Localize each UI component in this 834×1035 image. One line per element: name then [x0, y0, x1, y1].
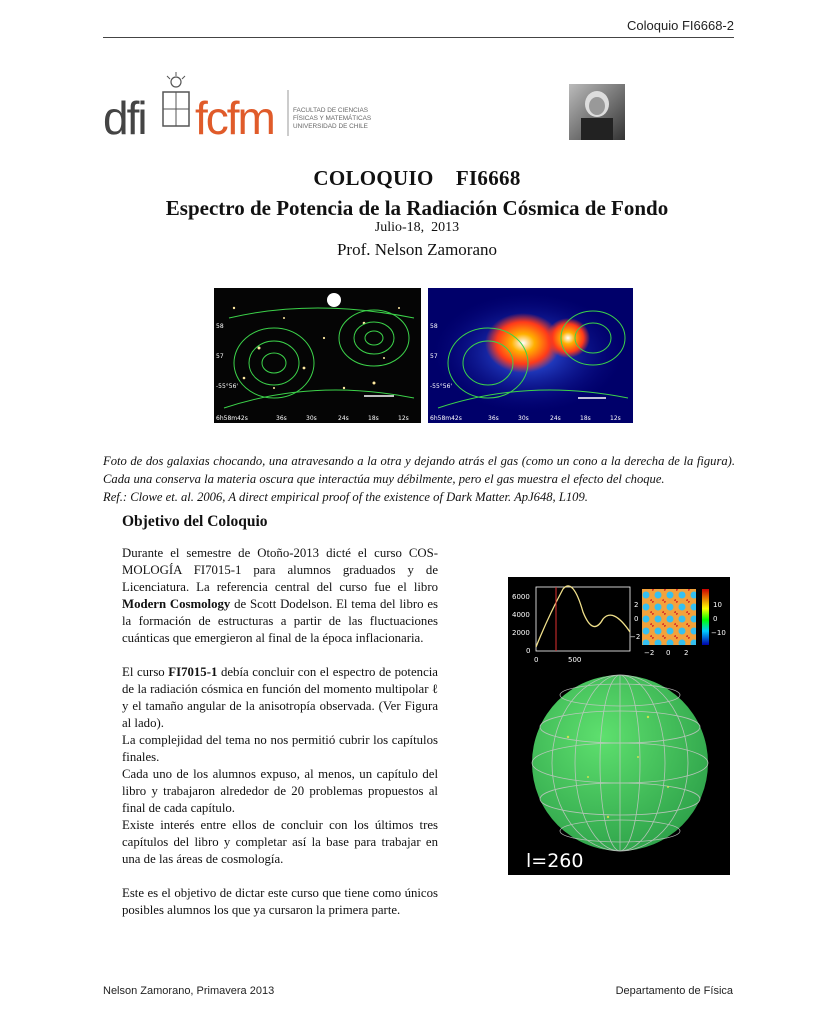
left-image-x-tick-2: 30s [306, 415, 317, 422]
colorbar-tick-0: 10 [713, 601, 722, 609]
left-image-x-tick-4: 18s [368, 415, 379, 422]
logo-faculty-line2: FÍSICAS Y MATEMÁTICAS [293, 115, 372, 122]
page-header-label: Coloquio FI6668-2 [627, 18, 734, 33]
logo-fcfm-text: fcfm [195, 92, 274, 144]
map-y-tick-1: 0 [634, 615, 639, 623]
right-image-x-tick-5: 12s [610, 415, 621, 422]
spectrum-x-tick-1: 500 [568, 656, 582, 664]
left-image-y-tick-0: 58 [216, 323, 224, 330]
map-x-tick-0: −2 [644, 649, 655, 657]
cmb-figure [508, 577, 730, 875]
right-image-x-tick-3: 24s [550, 415, 561, 422]
spectrum-y-tick-2: 2000 [512, 629, 530, 637]
right-image-x-tick-0: 6h58m42s [430, 415, 462, 422]
talk-title: Espectro de Potencia de la Radiación Cósmica de Fondo [165, 196, 669, 220]
temperature-map-inset [642, 589, 696, 645]
caption-text: Foto de dos galaxias chocando, una atravesando a la otra y dejando atrás el gas (como un cono a la derecha de la figura). Cada una conserva la materia oscura que interactúa muy débilmente, pero el gas muestra el efecto del choque. [103, 454, 735, 486]
colorbar-tick-2: −10 [711, 629, 726, 637]
logo-dfi-text: dfi [103, 92, 146, 144]
right-image-y-tick-1: 57 [430, 353, 438, 360]
left-image-x-tick-1: 36s [276, 415, 287, 422]
figure-caption [103, 452, 735, 506]
caption-reference: Ref.: Clowe et. al. 2006, A direct empirical proof of the existence of Dark Matter. ApJ648, L109. [103, 490, 588, 504]
left-image-x-tick-5: 12s [398, 415, 409, 422]
paragraph-6: Este es el objetivo de dictar este curso que tiene como únicos posibles alumnos los que ya cursaron la primera parte. [122, 886, 438, 917]
logo-faculty-line3: UNIVERSIDAD DE CHILE [293, 123, 368, 130]
spectrum-y-tick-0: 6000 [512, 593, 530, 601]
spectrum-y-tick-1: 4000 [512, 611, 530, 619]
colorbar [702, 589, 709, 645]
map-x-tick-2: 2 [684, 649, 689, 657]
paragraph-5: Existe interés entre ellos de concluir con los últimos tres capítulos del libro y completar así la base para trabajar en una de las áreas de cosmología. [122, 818, 438, 866]
left-image-y-tick-1: 57 [216, 353, 224, 360]
spectrum-y-tick-3: 0 [526, 647, 531, 655]
dfi-fcfm-logo [103, 70, 372, 150]
map-y-tick-2: −2 [630, 633, 641, 641]
right-image-x-tick-2: 30s [518, 415, 529, 422]
map-x-tick-1: 0 [666, 649, 671, 657]
portrait-photo [569, 84, 625, 140]
body-text [122, 545, 438, 919]
paragraph-4: Cada uno de los alumnos expuso, al menos, un capítulo del libro y trabajaron alrededor de 20 problemas propuestos al final de cada capítulo. [122, 767, 438, 815]
footer-author: Nelson Zamorano, Primavera 2013 [103, 985, 275, 997]
map-y-tick-0: 2 [634, 601, 639, 609]
paragraph-3: La complejidad del tema no nos permitió cubrir los capítulos finales. [122, 733, 438, 764]
colorbar-tick-1: 0 [713, 615, 718, 623]
university-seal-icon [163, 72, 189, 126]
footer-department: Departamento de Física [615, 985, 733, 997]
left-image-y-tick-2: -55°56' [216, 383, 239, 390]
right-image-y-tick-0: 58 [430, 323, 438, 330]
logo-faculty-line1: FACULTAD DE CIENCIAS [293, 107, 369, 114]
header-rule [103, 37, 734, 38]
spectrum-x-tick-0: 0 [534, 656, 539, 664]
multipole-label: l=260 [526, 850, 584, 872]
paragraph-2: El curso FI7015-1 debía concluir con el espectro de potencia de la radiación cósmica en función del momento multipolar ℓ y el tamaño angular de la anisotropía observada. (Ver Figura al lado). [122, 665, 438, 730]
left-image-x-tick-3: 24s [338, 415, 349, 422]
paragraph-1: Durante el semestre de Otoño-2013 dicté el curso COS-MOLOGÍA FI7015-1 para alumnos graduados y de Licenciatura. La referencia central del curso fue el libro Modern Cosmology de Scott Dodelson. El tema del libro es la formación de estructuras a partir de las fluctuaciones cuánticas que emergieron al final de la época inflacionaria. [122, 546, 438, 645]
talk-date: Julio-18, 2013 [374, 220, 460, 235]
left-image-x-tick-0: 6h58m42s [216, 415, 248, 422]
section-title: Objetivo del Coloquio [122, 513, 268, 530]
galaxy-cluster-optical-image [214, 288, 421, 423]
colloquium-title: COLOQUIO FI6668 [313, 166, 521, 190]
speaker-name: Prof. Nelson Zamorano [336, 240, 498, 259]
right-image-y-tick-2: -55°56' [430, 383, 453, 390]
right-image-x-tick-1: 36s [488, 415, 499, 422]
right-image-x-tick-4: 18s [580, 415, 591, 422]
galaxy-cluster-xray-image [428, 288, 633, 423]
